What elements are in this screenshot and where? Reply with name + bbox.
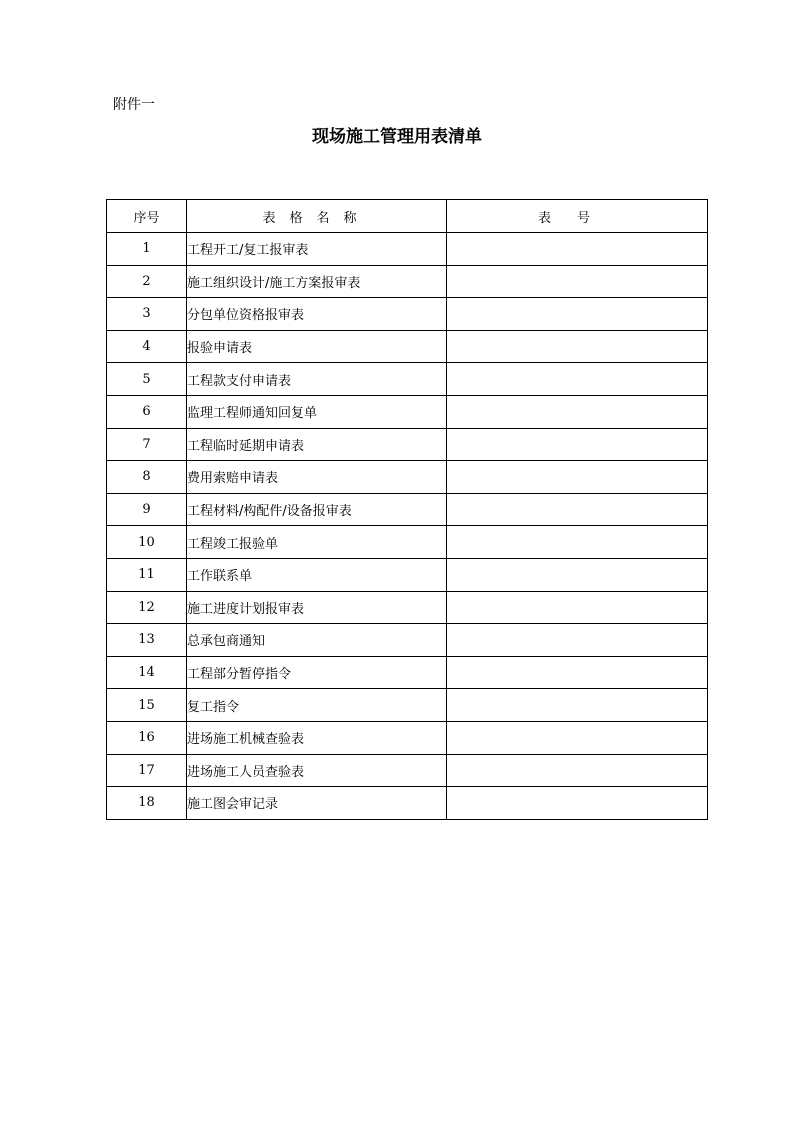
table-row: [107, 233, 708, 266]
row-seq: 17: [107, 754, 187, 787]
row-form-code: [447, 298, 708, 331]
row-seq: 6: [107, 395, 187, 428]
row-seq: 5: [107, 363, 187, 396]
table-row: [107, 526, 708, 559]
table-header-row: [107, 200, 708, 233]
row-form-name: 施工图会审记录: [187, 787, 447, 820]
row-form-code: [447, 493, 708, 526]
row-seq: 12: [107, 591, 187, 624]
table-row: [107, 721, 708, 754]
table-row: [107, 428, 708, 461]
row-form-code: [447, 526, 708, 559]
table-row: [107, 558, 708, 591]
row-form-name: 进场施工机械查验表: [187, 721, 447, 754]
row-form-name: 工程竣工报验单: [187, 526, 447, 559]
table-row: [107, 265, 708, 298]
table-row: [107, 363, 708, 396]
row-seq: 4: [107, 330, 187, 363]
row-form-name: 工程临时延期申请表: [187, 428, 447, 461]
header-form-name: 表格名称: [187, 200, 447, 233]
document-title: 现场施工管理用表清单: [312, 127, 482, 147]
row-form-name: 分包单位资格报审表: [187, 298, 447, 331]
row-form-code: [447, 656, 708, 689]
row-seq: 10: [107, 526, 187, 559]
row-seq: 15: [107, 689, 187, 722]
row-form-code: [447, 395, 708, 428]
table-row: [107, 656, 708, 689]
row-form-code: [447, 591, 708, 624]
row-form-code: [447, 461, 708, 494]
table-row: [107, 395, 708, 428]
row-form-name: 工程款支付申请表: [187, 363, 447, 396]
row-seq: 13: [107, 624, 187, 657]
row-form-name: 复工指令: [187, 689, 447, 722]
form-list-table: [106, 199, 708, 820]
row-seq: 18: [107, 787, 187, 820]
row-form-name: 费用索赔申请表: [187, 461, 447, 494]
row-form-code: [447, 233, 708, 266]
row-form-code: [447, 265, 708, 298]
table-row: [107, 298, 708, 331]
row-form-name: 工程开工/复工报审表: [187, 233, 447, 266]
header-seq: 序号: [107, 200, 187, 233]
row-form-code: [447, 428, 708, 461]
row-form-code: [447, 558, 708, 591]
table-row: [107, 754, 708, 787]
table-row: [107, 461, 708, 494]
row-form-name: 施工进度计划报审表: [187, 591, 447, 624]
row-form-name: 工程部分暂停指令: [187, 656, 447, 689]
row-form-name: 监理工程师通知回复单: [187, 395, 447, 428]
annex-label: 附件一: [113, 97, 155, 113]
row-form-code: [447, 787, 708, 820]
row-form-name: 施工组织设计/施工方案报审表: [187, 265, 447, 298]
row-seq: 11: [107, 558, 187, 591]
row-seq: 2: [107, 265, 187, 298]
table-row: [107, 493, 708, 526]
row-seq: 9: [107, 493, 187, 526]
row-seq: 8: [107, 461, 187, 494]
row-form-code: [447, 624, 708, 657]
row-seq: 7: [107, 428, 187, 461]
row-form-name: 工程材料/构配件/设备报审表: [187, 493, 447, 526]
row-form-code: [447, 363, 708, 396]
table-row: [107, 787, 708, 820]
row-seq: 14: [107, 656, 187, 689]
table-row: [107, 591, 708, 624]
row-form-code: [447, 754, 708, 787]
row-form-name: 工作联系单: [187, 558, 447, 591]
table-row: [107, 689, 708, 722]
row-form-code: [447, 689, 708, 722]
row-form-name: 进场施工人员查验表: [187, 754, 447, 787]
row-form-name: 总承包商通知: [187, 624, 447, 657]
row-seq: 3: [107, 298, 187, 331]
table-row: [107, 624, 708, 657]
table-body: [107, 233, 708, 820]
header-form-code: 表号: [447, 200, 708, 233]
row-seq: 1: [107, 233, 187, 266]
table-row: [107, 330, 708, 363]
row-form-name: 报验申请表: [187, 330, 447, 363]
row-seq: 16: [107, 721, 187, 754]
row-form-code: [447, 330, 708, 363]
row-form-code: [447, 721, 708, 754]
